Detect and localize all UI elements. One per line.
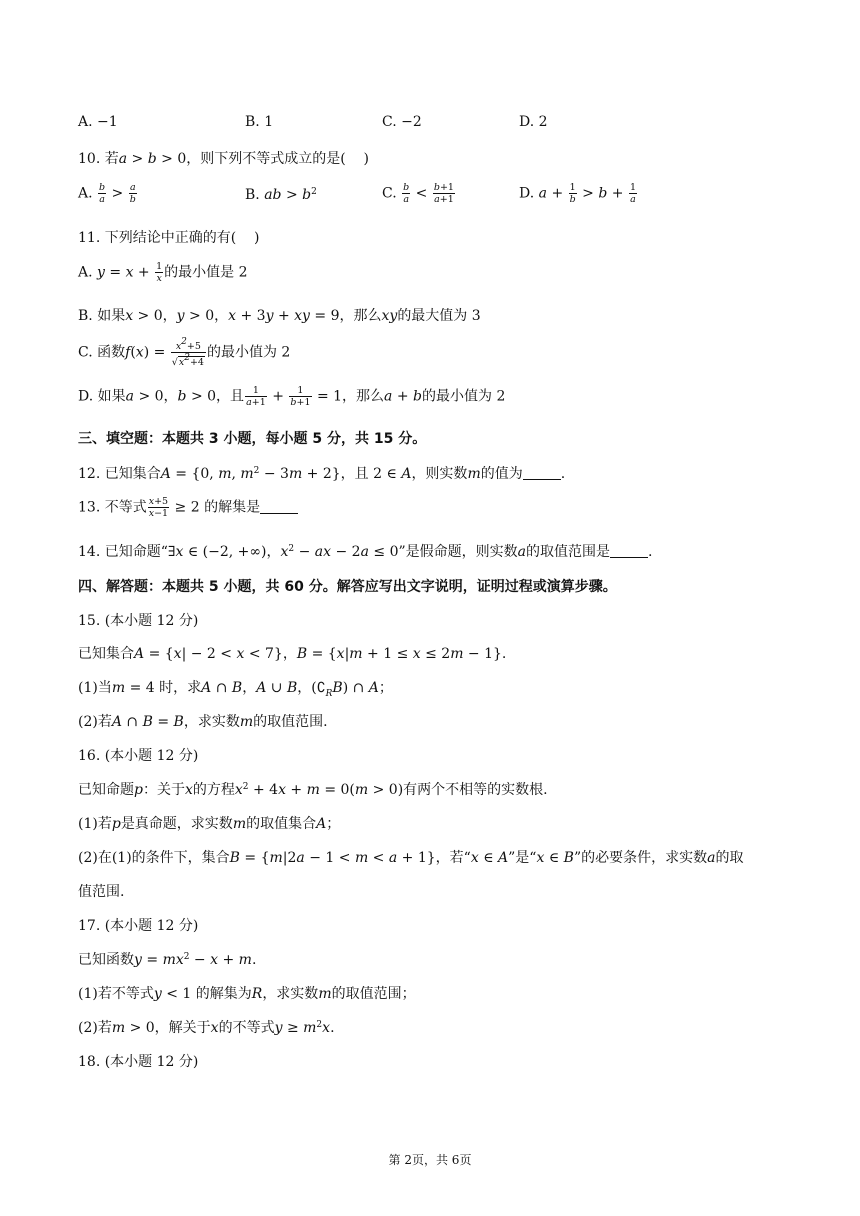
- q17-line-1: 已知函数$y = mx^2 - x + m$.: [78, 952, 257, 968]
- q16-line-1: 已知命题p：关于x的方程$x^2 + 4x + m = 0(m > 0)$有两个不相等的实数根.: [78, 782, 548, 798]
- page-footer: 第 2页，共 6页: [388, 1153, 472, 1167]
- q14: 14. 已知命题“∃x ∈ (−2, +∞)，$x^2$ − ax − 2a ≤ 0”是假命题，则实数a的取值范围是 .: [78, 544, 653, 560]
- q17-head: 17. (本小题 12 分): [78, 918, 199, 934]
- q9-option-a: A. −1: [78, 114, 118, 130]
- q10-option-a: A. $\frac{b}{a}$ > $\frac{a}{b}$: [78, 182, 136, 205]
- q16-line-3: (2)在(1)的条件下，集合B = {m|2a − 1 < m < a + 1}，若“x ∈ A”是“x ∈ B”的必要条件，求实数a的取: [78, 850, 744, 866]
- q15-head: 15. (本小题 12 分): [78, 613, 199, 629]
- q18-head: 18. (本小题 12 分): [78, 1054, 199, 1070]
- q11-option-c: C. 函数f(x) = $\frac{x^2+5}{√x^2+4}$ 的最小值为 2: [78, 337, 291, 368]
- q9-option-c: C. −2: [382, 114, 422, 130]
- q9-option-b: B. 1: [245, 114, 274, 130]
- q11-option-d: D. 如果a > 0，b > 0，且 $\frac{1}{a+1}$ + $\frac{1}{b+1}$ = 1，那么a + b的最小值为 2: [78, 385, 506, 408]
- q10-option-b: B. ab > $b^2$: [245, 187, 317, 203]
- q9-option-d: D. 2: [519, 114, 548, 130]
- q12: 12. 已知集合A = {0, m, $m^2 - 3m + 2$}，且 2 ∈ A，则实数m的值为 .: [78, 466, 566, 482]
- section-4-heading: 四、解答题：本题共 5 小题，共 60 分。解答应写出文字说明，证明过程或演算步骤。: [78, 579, 617, 595]
- q16-line-4: 值范围.: [78, 884, 125, 900]
- q10-option-c: C. $\frac{b}{a}$ < $\frac{b+1}{a+1}$: [382, 182, 454, 205]
- q17-line-3: (2)若m > 0，解关于x的不等式$y \ge m^2x$.: [78, 1020, 335, 1036]
- q10-option-d: D. a + $\frac{1}{b}$ > b + $\frac{1}{a}$: [519, 182, 637, 205]
- q15-line-1: 已知集合A = {x| − 2 < x < 7}，B = {x|m + 1 ≤ x ≤ 2m − 1}.: [78, 646, 507, 662]
- q13: 13. 不等式 $\frac{x+5}{x-1}$ ≥ 2 的解集是: [78, 496, 298, 519]
- q16-line-2: (1)若p是真命题，求实数m的取值集合A；: [78, 816, 341, 832]
- q17-line-2: (1)若不等式y < 1 的解集为R，求实数m的取值范围；: [78, 986, 416, 1002]
- q15-line-2: (1)当m = 4 时，求A ∩ B，A ∪ B，$(∁_RB)$ ∩ A；: [78, 680, 393, 699]
- section-3-heading: 三、填空题：本题共 3 小题，每小题 5 分，共 15 分。: [78, 431, 427, 447]
- q11-option-a: A. y = x + $\frac{1}{x}$ 的最小值是 2: [78, 261, 248, 284]
- q10-stem: 10. 若a > b > 0，则下列不等式成立的是( ): [78, 151, 369, 167]
- q11-option-b: B. 如果x > 0，y > 0，x + 3y + xy = 9，那么xy的最大值为 3: [78, 308, 481, 324]
- q11-stem: 11. 下列结论中正确的有( ): [78, 230, 260, 246]
- q15-line-3: (2)若A ∩ B = B，求实数m的取值范围.: [78, 714, 328, 730]
- q16-head: 16. (本小题 12 分): [78, 748, 199, 764]
